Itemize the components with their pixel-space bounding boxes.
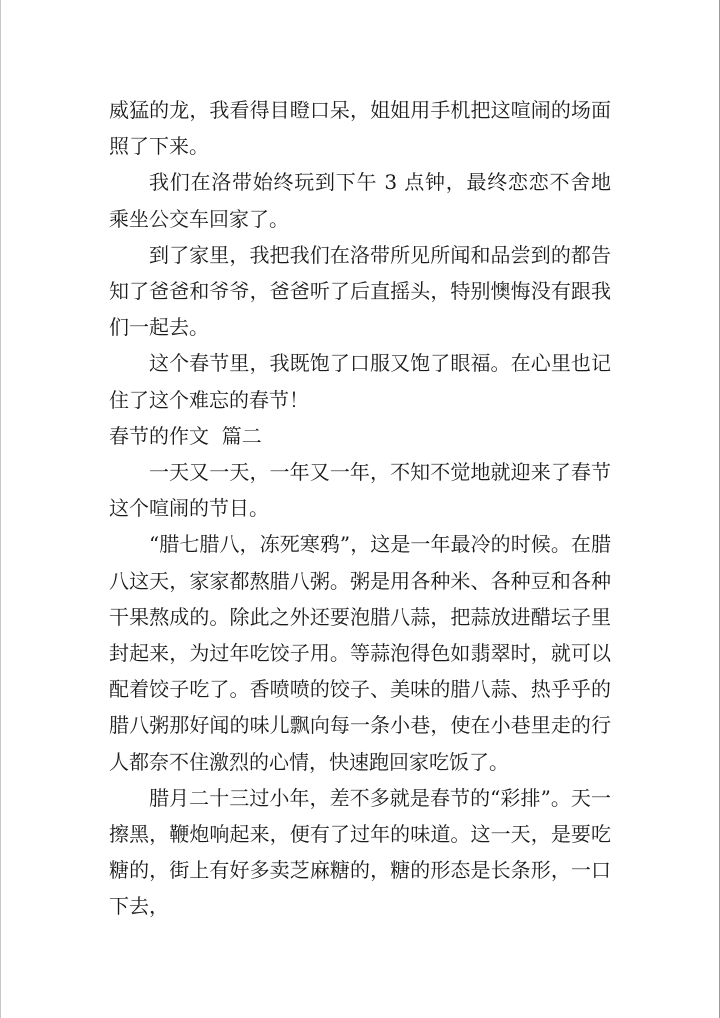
paragraph-tell-family: 到了家里，我把我们在洛带所见所闻和品尝到的都告知了爸爸和爷爷，爸爸听了后直摇头，特别懊悔没有跟我们一起去。 — [109, 242, 611, 340]
section-heading: 春节的作文 篇二 — [109, 423, 262, 448]
document-page — [109, 92, 611, 925]
paragraph-intro: 一天又一天，一年又一年，不知不觉地就迎来了春节这个喧闹的节日。 — [109, 460, 611, 521]
paragraph-laba: “腊七腊八，冻死寒鸦”，这是一年最冷的时候。在腊八这天，家家都熬腊八粥。粥是用各种米、各种豆和各种干果熬成的。除此之外还要泡腊八蒜，把蒜放进醋坛子里封起来，为过年吃饺子用。等蒜泡得色如翡翠时，就可以配着饺子吃了。香喷喷的饺子、美味的腊八蒜、热乎乎的腊八粥那好闻的味儿飘向每一条小巷，使在小巷里走的行人都奈不住激烈的心情，快速跑回家吃饭了。 — [109, 532, 611, 774]
paragraph-return-home: 我们在洛带始终玩到下午 3 点钟，最终恋恋不舍地乘坐公交车回家了。 — [109, 170, 611, 231]
paragraph-conclusion: 这个春节里，我既饱了口服又饱了眼福。在心里也记住了这个难忘的春节！ — [109, 351, 611, 412]
paragraph-xiaonian: 腊月二十三过小年，差不多就是春节的“彩排”。天一擦黑，鞭炮响起来，便有了过年的味道。这一天，是要吃糖的，街上有好多卖芝麻糖的，糖的形态是长条形，一口下去， — [109, 785, 611, 919]
paragraph-continuation: 威猛的龙，我看得目瞪口呆，姐姐用手机把这喧闹的场面照了下来。 — [109, 98, 611, 159]
page-left-edge — [0, 0, 1, 1018]
